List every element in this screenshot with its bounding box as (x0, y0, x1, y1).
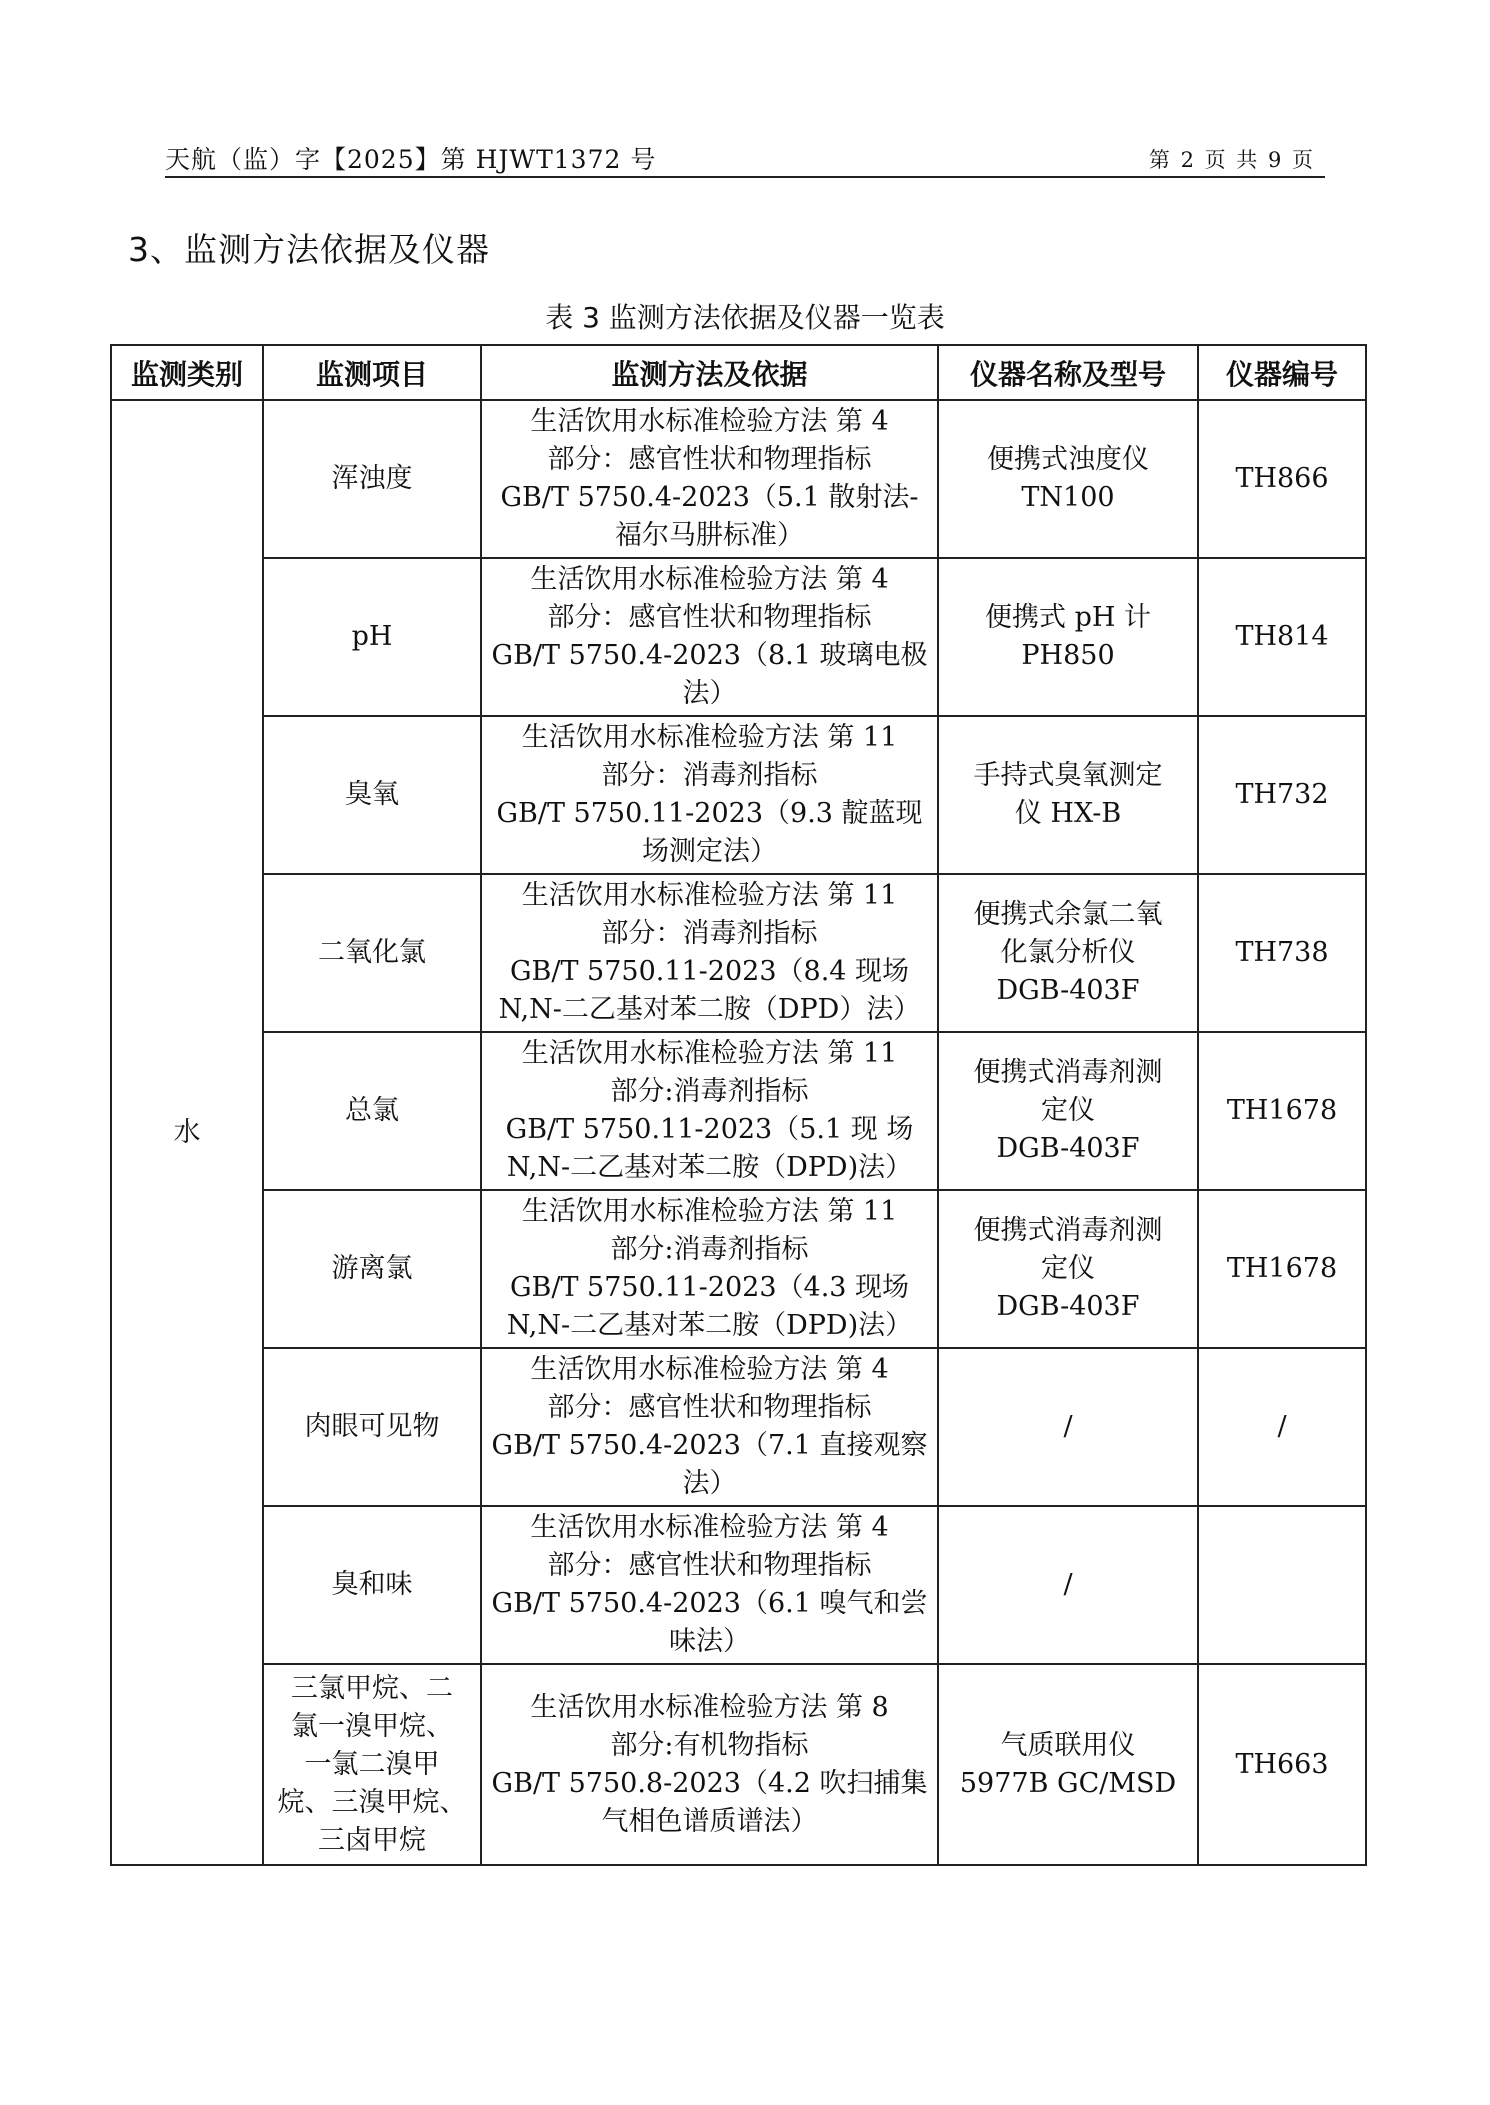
method-line: GB/T 5750.8-2023（4.2 吹扫捕集 (491, 1767, 928, 1799)
instrument-line: 仪 HX-B (1014, 798, 1122, 829)
instrument-line: 定仪 (1041, 1095, 1095, 1126)
instrument-line: DGB-403F (996, 1133, 1140, 1164)
item-cell: 游离氯 (263, 1190, 481, 1348)
table-row (111, 558, 1366, 716)
instrument-code-cell: TH732 (1198, 716, 1366, 874)
section-title: 3、监测方法依据及仪器 (128, 230, 490, 269)
instrument-line: 手持式臭氧测定 (973, 760, 1163, 791)
method-cell (481, 558, 938, 716)
instrument-code-cell: TH814 (1198, 558, 1366, 716)
method-line: GB/T 5750.11-2023（8.4 现场 (509, 956, 910, 987)
method-line: 生活饮用水标准检验方法 第 11 (521, 722, 898, 753)
instrument-line: 定仪 (1041, 1253, 1095, 1284)
table-row (111, 400, 1366, 558)
method-line: 部分:消毒剂指标 (610, 1076, 809, 1107)
method-cell (481, 716, 938, 874)
method-line: 法） (682, 1468, 737, 1499)
method-line: 生活饮用水标准检验方法 第 11 (521, 1196, 898, 1227)
method-line: GB/T 5750.11-2023（5.1 现 场 (505, 1114, 914, 1145)
method-line: 部分：感官性状和物理指标 (547, 444, 872, 475)
item-line: 一氯二溴甲 (304, 1748, 440, 1780)
methods-table (110, 344, 1367, 1866)
instrument-code-cell: TH866 (1198, 400, 1366, 558)
instrument-cell (938, 1348, 1198, 1506)
item-cell: 臭氧 (263, 716, 481, 874)
item-cell: 浑浊度 (263, 400, 481, 558)
method-line: 法） (682, 678, 737, 709)
instrument-cell (938, 1506, 1198, 1664)
table-row (111, 1032, 1366, 1190)
item-line: 三卤甲烷 (318, 1824, 426, 1856)
method-line: 场测定法） (642, 836, 777, 867)
method-line: 部分：感官性状和物理指标 (547, 602, 872, 633)
method-line: 福尔马肼标准） (615, 520, 804, 551)
method-line: 生活饮用水标准检验方法 第 11 (521, 1038, 898, 1069)
table-row (111, 716, 1366, 874)
instrument-cell (938, 1032, 1198, 1190)
method-cell (481, 1190, 938, 1348)
instrument-cell (938, 400, 1198, 558)
table-row (111, 874, 1366, 1032)
method-cell (481, 400, 938, 558)
method-line: 生活饮用水标准检验方法 第 4 (530, 406, 889, 437)
instrument-line: 化氯分析仪 (1000, 937, 1136, 968)
instrument-code-cell: TH738 (1198, 874, 1366, 1032)
instrument-code-cell: TH663 (1198, 1664, 1366, 1865)
method-line: N,N-二乙基对苯二胺（DPD)法） (506, 1310, 913, 1341)
instrument-line: PH850 (1021, 640, 1115, 671)
instrument-line: / (1063, 1411, 1073, 1442)
instrument-line: DGB-403F (996, 975, 1140, 1006)
method-cell (481, 1348, 938, 1506)
instrument-cell (938, 1190, 1198, 1348)
method-cell (481, 874, 938, 1032)
instrument-code-cell: / (1198, 1348, 1366, 1506)
method-line: 部分:消毒剂指标 (610, 1234, 809, 1265)
page-number: 第 2 页 共 9 页 (1148, 148, 1315, 172)
table-header-row (111, 345, 1366, 400)
page-header (165, 140, 1325, 178)
item-line: 三氯甲烷、二 (291, 1672, 453, 1704)
column-header-instrument: 仪器名称及型号 (938, 345, 1198, 400)
column-header-method: 监测方法及依据 (481, 345, 938, 400)
table-row (111, 1348, 1366, 1506)
method-line: 部分：消毒剂指标 (601, 760, 818, 791)
method-line: 气相色谱质谱法） (601, 1805, 818, 1837)
instrument-line: TN100 (1021, 482, 1115, 513)
method-line: 生活饮用水标准检验方法 第 4 (530, 564, 889, 595)
method-line: GB/T 5750.4-2023（5.1 散射法- (500, 482, 919, 513)
instrument-line: 便携式浊度仪 (987, 444, 1149, 475)
instrument-code-cell: TH1678 (1198, 1032, 1366, 1190)
table-row (111, 1190, 1366, 1348)
table-caption: 表 3 监测方法依据及仪器一览表 (545, 301, 945, 334)
method-line: GB/T 5750.4-2023（7.1 直接观察 (491, 1430, 928, 1461)
instrument-cell (938, 716, 1198, 874)
method-line: 部分：消毒剂指标 (601, 918, 818, 949)
instrument-line: / (1063, 1569, 1073, 1600)
instrument-line: DGB-403F (996, 1291, 1140, 1322)
method-cell (481, 1664, 938, 1865)
method-cell (481, 1032, 938, 1190)
table-row (111, 1664, 1366, 1865)
method-line: 部分：感官性状和物理指标 (547, 1550, 872, 1581)
method-line: GB/T 5750.11-2023（4.3 现场 (509, 1272, 910, 1303)
method-line: 生活饮用水标准检验方法 第 8 (530, 1691, 889, 1723)
instrument-line: 气质联用仪 (1000, 1729, 1136, 1761)
instrument-line: 便携式 pH 计 (985, 602, 1151, 633)
method-line: GB/T 5750.4-2023（8.1 玻璃电极 (491, 640, 928, 671)
method-line: 味法） (669, 1626, 750, 1657)
item-cell: 臭和味 (263, 1506, 481, 1664)
instrument-cell (938, 874, 1198, 1032)
item-cell: 总氯 (263, 1032, 481, 1190)
item-cell: 肉眼可见物 (263, 1348, 481, 1506)
item-cell: 二氧化氯 (263, 874, 481, 1032)
instrument-line: 便携式消毒剂测 (973, 1215, 1163, 1246)
method-line: GB/T 5750.4-2023（6.1 嗅气和尝 (491, 1588, 928, 1619)
instrument-line: 便携式余氯二氧 (973, 899, 1163, 930)
item-line: 氯一溴甲烷、 (291, 1710, 453, 1742)
column-header-instrument-code: 仪器编号 (1198, 345, 1366, 400)
column-header-category: 监测类别 (111, 345, 263, 400)
item-cell: pH (263, 558, 481, 716)
method-line: 部分：感官性状和物理指标 (547, 1392, 872, 1423)
instrument-code-cell: TH1678 (1198, 1190, 1366, 1348)
instrument-code-cell (1198, 1506, 1366, 1664)
instrument-line: 便携式消毒剂测 (973, 1057, 1163, 1088)
method-cell (481, 1506, 938, 1664)
instrument-line: 5977B GC/MSD (959, 1767, 1177, 1799)
instrument-cell (938, 1664, 1198, 1865)
method-line: N,N-二乙基对苯二胺（DPD）法） (498, 994, 921, 1025)
category-cell: 水 (111, 400, 263, 1865)
instrument-cell (938, 558, 1198, 716)
item-line: 烷、三溴甲烷、 (277, 1786, 467, 1818)
method-line: 生活饮用水标准检验方法 第 4 (530, 1354, 889, 1385)
method-line: 生活饮用水标准检验方法 第 11 (521, 880, 898, 911)
method-line: N,N-二乙基对苯二胺（DPD)法） (506, 1152, 913, 1183)
document-reference: 天航（监）字【2025】第 HJWT1372 号 (165, 145, 657, 174)
item-cell (263, 1664, 481, 1865)
method-line: 部分:有机物指标 (610, 1729, 809, 1761)
table-row (111, 1506, 1366, 1664)
method-line: 生活饮用水标准检验方法 第 4 (530, 1512, 889, 1543)
column-header-item: 监测项目 (263, 345, 481, 400)
method-line: GB/T 5750.11-2023（9.3 靛蓝现 (496, 798, 923, 829)
